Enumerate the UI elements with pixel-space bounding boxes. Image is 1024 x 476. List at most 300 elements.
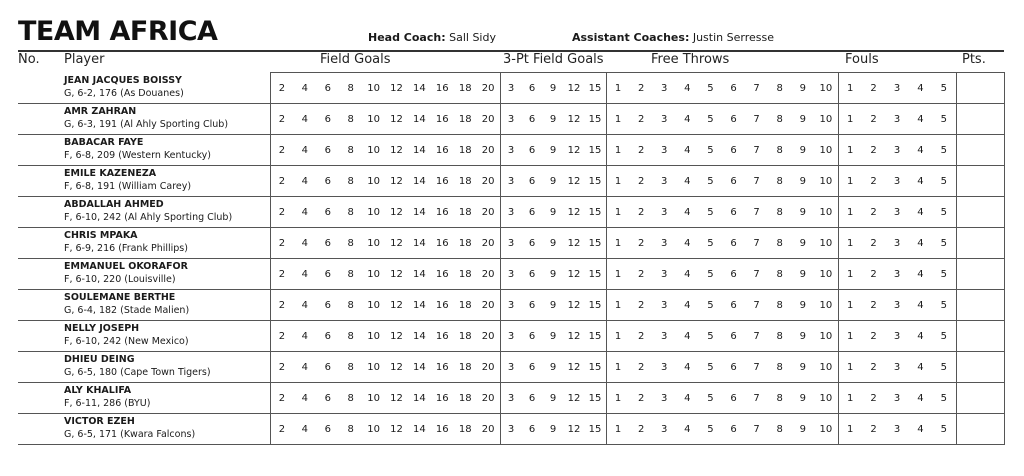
field-goals-tally-number[interactable]: 20 <box>481 423 495 435</box>
free-throws-tally-number[interactable]: 10 <box>819 206 833 218</box>
free-throws-tally-number[interactable]: 6 <box>730 361 737 373</box>
field-goals-tally-number[interactable]: 14 <box>413 82 426 94</box>
field-goals-tally-number[interactable]: 10 <box>367 268 380 280</box>
fouls-tally-number[interactable]: 4 <box>917 82 924 94</box>
three-pt-tally-number[interactable]: 12 <box>567 144 581 156</box>
free-throws-tally-number[interactable]: 5 <box>707 361 714 373</box>
free-throws-tally-number[interactable]: 9 <box>799 82 806 94</box>
three-pt-tally-number[interactable]: 3 <box>507 82 515 94</box>
free-throws-tally-number[interactable]: 10 <box>819 144 833 156</box>
free-throws-tally-number[interactable]: 5 <box>707 144 714 156</box>
free-throws-tally-number[interactable]: 5 <box>707 82 714 94</box>
fouls-tally-number[interactable]: 3 <box>893 82 901 94</box>
free-throws-tally-number[interactable]: 1 <box>614 423 622 435</box>
points-cell[interactable] <box>956 352 1004 383</box>
field-goals-tally-number[interactable]: 6 <box>324 330 331 342</box>
fouls-tally-cell[interactable] <box>838 166 956 197</box>
field-goals-tally-number[interactable]: 8 <box>347 82 354 94</box>
free-throws-tally-number[interactable]: 9 <box>799 206 806 218</box>
free-throws-tally-number[interactable]: 5 <box>707 113 714 125</box>
field-goals-tally-number[interactable]: 18 <box>458 144 472 156</box>
free-throws-tally-number[interactable]: 2 <box>637 206 645 218</box>
free-throws-tally-number[interactable]: 10 <box>819 299 833 311</box>
free-throws-tally-number[interactable]: 6 <box>730 299 737 311</box>
three-pt-tally-number[interactable]: 9 <box>549 330 557 342</box>
free-throws-tally-number[interactable]: 4 <box>684 175 691 187</box>
field-goals-tally-number[interactable]: 20 <box>481 206 495 218</box>
three-pt-tally-number[interactable]: 9 <box>549 392 557 404</box>
field-goals-tally-cell[interactable] <box>270 259 500 290</box>
three-pt-tally-number[interactable]: 12 <box>567 423 581 435</box>
field-goals-tally-number[interactable]: 16 <box>435 206 449 218</box>
fouls-tally-number[interactable]: 5 <box>940 330 948 342</box>
free-throws-tally-number[interactable]: 10 <box>819 237 833 249</box>
free-throws-tally-cell[interactable] <box>606 104 838 135</box>
three-pt-tally-number[interactable]: 15 <box>588 113 602 125</box>
field-goals-tally-number[interactable]: 2 <box>278 237 286 249</box>
three-pt-tally-number[interactable]: 9 <box>549 423 557 435</box>
field-goals-tally-cell[interactable] <box>270 166 500 197</box>
free-throws-tally-number[interactable]: 3 <box>661 175 668 187</box>
free-throws-tally-number[interactable]: 5 <box>707 175 714 187</box>
field-goals-tally-number[interactable]: 14 <box>413 268 426 280</box>
points-cell[interactable] <box>956 383 1004 414</box>
field-goals-tally-number[interactable]: 18 <box>458 361 472 373</box>
fouls-tally-number[interactable]: 2 <box>870 361 877 373</box>
fouls-tally-number[interactable]: 2 <box>870 206 877 218</box>
free-throws-tally-number[interactable]: 6 <box>730 144 737 156</box>
free-throws-tally-number[interactable]: 6 <box>730 330 737 342</box>
field-goals-tally-cell[interactable] <box>270 73 500 104</box>
three-pt-tally-cell[interactable] <box>500 166 606 197</box>
free-throws-tally-number[interactable]: 2 <box>637 361 645 373</box>
three-pt-tally-number[interactable]: 15 <box>588 237 602 249</box>
field-goals-tally-number[interactable]: 2 <box>278 268 286 280</box>
three-pt-tally-number[interactable]: 3 <box>507 144 515 156</box>
free-throws-tally-number[interactable]: 9 <box>799 330 806 342</box>
field-goals-tally-number[interactable]: 16 <box>435 330 449 342</box>
fouls-tally-number[interactable]: 4 <box>917 361 924 373</box>
fouls-tally-cell[interactable] <box>838 352 956 383</box>
free-throws-tally-cell[interactable] <box>606 197 838 228</box>
field-goals-tally-number[interactable]: 20 <box>481 113 495 125</box>
free-throws-tally-number[interactable]: 1 <box>614 237 622 249</box>
field-goals-tally-number[interactable]: 14 <box>413 299 426 311</box>
fouls-tally-number[interactable]: 1 <box>847 268 854 280</box>
field-goals-tally-number[interactable]: 8 <box>347 237 354 249</box>
free-throws-tally-number[interactable]: 10 <box>819 330 833 342</box>
fouls-tally-number[interactable]: 1 <box>847 237 854 249</box>
free-throws-tally-number[interactable]: 2 <box>637 392 645 404</box>
fouls-tally-number[interactable]: 2 <box>870 423 877 435</box>
field-goals-tally-number[interactable]: 16 <box>435 175 449 187</box>
field-goals-tally-number[interactable]: 10 <box>367 237 380 249</box>
fouls-tally-number[interactable]: 4 <box>917 423 924 435</box>
free-throws-tally-number[interactable]: 5 <box>707 330 714 342</box>
three-pt-tally-cell[interactable] <box>500 104 606 135</box>
field-goals-tally-number[interactable]: 20 <box>481 268 495 280</box>
free-throws-tally-number[interactable]: 10 <box>819 268 833 280</box>
free-throws-tally-number[interactable]: 9 <box>799 392 806 404</box>
fouls-tally-cell[interactable] <box>838 414 956 445</box>
field-goals-tally-number[interactable]: 2 <box>278 392 286 404</box>
free-throws-tally-cell[interactable] <box>606 135 838 166</box>
field-goals-tally-number[interactable]: 12 <box>390 423 403 435</box>
points-cell[interactable] <box>956 414 1004 445</box>
free-throws-tally-number[interactable]: 1 <box>614 268 622 280</box>
free-throws-tally-cell[interactable] <box>606 73 838 104</box>
field-goals-tally-number[interactable]: 2 <box>278 206 286 218</box>
three-pt-tally-number[interactable]: 6 <box>528 144 536 156</box>
field-goals-tally-number[interactable]: 6 <box>324 237 331 249</box>
field-goals-tally-number[interactable]: 4 <box>301 175 309 187</box>
three-pt-tally-number[interactable]: 6 <box>528 113 536 125</box>
field-goals-tally-number[interactable]: 20 <box>481 175 495 187</box>
free-throws-tally-number[interactable]: 2 <box>637 175 645 187</box>
fouls-tally-number[interactable]: 3 <box>893 299 901 311</box>
fouls-tally-number[interactable]: 3 <box>893 175 901 187</box>
free-throws-tally-number[interactable]: 8 <box>776 423 783 435</box>
free-throws-tally-number[interactable]: 6 <box>730 175 737 187</box>
three-pt-tally-number[interactable]: 12 <box>567 206 581 218</box>
three-pt-tally-cell[interactable] <box>500 73 606 104</box>
free-throws-tally-number[interactable]: 2 <box>637 113 645 125</box>
free-throws-tally-number[interactable]: 5 <box>707 423 714 435</box>
free-throws-tally-cell[interactable] <box>606 228 838 259</box>
free-throws-tally-number[interactable]: 5 <box>707 392 714 404</box>
field-goals-tally-number[interactable]: 2 <box>278 423 286 435</box>
free-throws-tally-number[interactable]: 2 <box>637 82 645 94</box>
fouls-tally-number[interactable]: 4 <box>917 237 924 249</box>
three-pt-tally-cell[interactable] <box>500 414 606 445</box>
fouls-tally-number[interactable]: 1 <box>847 423 854 435</box>
field-goals-tally-number[interactable]: 6 <box>324 299 331 311</box>
free-throws-tally-number[interactable]: 2 <box>637 299 645 311</box>
free-throws-tally-number[interactable]: 9 <box>799 175 806 187</box>
field-goals-tally-number[interactable]: 10 <box>367 299 380 311</box>
field-goals-tally-number[interactable]: 18 <box>458 423 472 435</box>
field-goals-tally-number[interactable]: 4 <box>301 423 309 435</box>
free-throws-tally-number[interactable]: 6 <box>730 113 737 125</box>
three-pt-tally-number[interactable]: 6 <box>528 82 536 94</box>
three-pt-tally-number[interactable]: 3 <box>507 175 515 187</box>
field-goals-tally-number[interactable]: 6 <box>324 206 331 218</box>
field-goals-tally-number[interactable]: 14 <box>413 392 426 404</box>
three-pt-tally-number[interactable]: 15 <box>588 144 602 156</box>
free-throws-tally-number[interactable]: 4 <box>684 330 691 342</box>
field-goals-tally-number[interactable]: 6 <box>324 392 331 404</box>
three-pt-tally-number[interactable]: 6 <box>528 237 536 249</box>
field-goals-tally-number[interactable]: 18 <box>458 299 472 311</box>
free-throws-tally-number[interactable]: 7 <box>753 206 760 218</box>
free-throws-tally-number[interactable]: 7 <box>753 175 760 187</box>
three-pt-tally-number[interactable]: 6 <box>528 268 536 280</box>
three-pt-tally-number[interactable]: 15 <box>588 299 602 311</box>
free-throws-tally-number[interactable]: 5 <box>707 299 714 311</box>
fouls-tally-number[interactable]: 5 <box>940 299 948 311</box>
three-pt-tally-number[interactable]: 3 <box>507 237 515 249</box>
fouls-tally-cell[interactable] <box>838 383 956 414</box>
field-goals-tally-number[interactable]: 14 <box>413 237 426 249</box>
fouls-tally-number[interactable]: 3 <box>893 206 901 218</box>
free-throws-tally-number[interactable]: 8 <box>776 206 783 218</box>
field-goals-tally-cell[interactable] <box>270 383 500 414</box>
field-goals-tally-number[interactable]: 12 <box>390 175 403 187</box>
three-pt-tally-number[interactable]: 9 <box>549 113 557 125</box>
fouls-tally-number[interactable]: 1 <box>847 113 854 125</box>
free-throws-tally-number[interactable]: 1 <box>614 113 622 125</box>
field-goals-tally-number[interactable]: 4 <box>301 299 309 311</box>
field-goals-tally-number[interactable]: 20 <box>481 361 495 373</box>
field-goals-tally-number[interactable]: 8 <box>347 206 354 218</box>
three-pt-tally-number[interactable]: 12 <box>567 237 581 249</box>
field-goals-tally-number[interactable]: 16 <box>435 268 449 280</box>
field-goals-tally-number[interactable]: 6 <box>324 268 331 280</box>
free-throws-tally-number[interactable]: 9 <box>799 361 806 373</box>
three-pt-tally-number[interactable]: 12 <box>567 175 581 187</box>
field-goals-tally-number[interactable]: 8 <box>347 361 354 373</box>
three-pt-tally-number[interactable]: 15 <box>588 206 602 218</box>
free-throws-tally-number[interactable]: 3 <box>661 237 668 249</box>
field-goals-tally-number[interactable]: 18 <box>458 82 472 94</box>
free-throws-tally-number[interactable]: 2 <box>637 268 645 280</box>
fouls-tally-number[interactable]: 4 <box>917 113 924 125</box>
field-goals-tally-number[interactable]: 12 <box>390 361 403 373</box>
free-throws-tally-number[interactable]: 4 <box>684 82 691 94</box>
points-cell[interactable] <box>956 259 1004 290</box>
free-throws-tally-number[interactable]: 10 <box>819 113 833 125</box>
free-throws-tally-number[interactable]: 3 <box>661 361 668 373</box>
fouls-tally-number[interactable]: 2 <box>870 175 877 187</box>
field-goals-tally-number[interactable]: 2 <box>278 299 286 311</box>
field-goals-tally-number[interactable]: 2 <box>278 82 286 94</box>
fouls-tally-number[interactable]: 2 <box>870 330 877 342</box>
fouls-tally-number[interactable]: 1 <box>847 299 854 311</box>
free-throws-tally-number[interactable]: 5 <box>707 237 714 249</box>
three-pt-tally-number[interactable]: 9 <box>549 299 557 311</box>
field-goals-tally-number[interactable]: 8 <box>347 175 354 187</box>
fouls-tally-number[interactable]: 1 <box>847 361 854 373</box>
fouls-tally-number[interactable]: 2 <box>870 113 877 125</box>
three-pt-tally-number[interactable]: 6 <box>528 361 536 373</box>
field-goals-tally-number[interactable]: 4 <box>301 268 309 280</box>
free-throws-tally-number[interactable]: 5 <box>707 206 714 218</box>
three-pt-tally-number[interactable]: 3 <box>507 330 515 342</box>
fouls-tally-number[interactable]: 1 <box>847 144 854 156</box>
field-goals-tally-number[interactable]: 4 <box>301 82 309 94</box>
fouls-tally-number[interactable]: 3 <box>893 113 901 125</box>
free-throws-tally-number[interactable]: 4 <box>684 423 691 435</box>
free-throws-tally-number[interactable]: 8 <box>776 82 783 94</box>
field-goals-tally-cell[interactable] <box>270 104 500 135</box>
free-throws-tally-cell[interactable] <box>606 414 838 445</box>
field-goals-tally-number[interactable]: 4 <box>301 361 309 373</box>
field-goals-tally-number[interactable]: 2 <box>278 113 286 125</box>
three-pt-tally-number[interactable]: 15 <box>588 361 602 373</box>
free-throws-tally-number[interactable]: 8 <box>776 392 783 404</box>
field-goals-tally-cell[interactable] <box>270 290 500 321</box>
free-throws-tally-number[interactable]: 10 <box>819 175 833 187</box>
free-throws-tally-number[interactable]: 1 <box>614 299 622 311</box>
fouls-tally-number[interactable]: 4 <box>917 144 924 156</box>
fouls-tally-number[interactable]: 2 <box>870 237 877 249</box>
fouls-tally-cell[interactable] <box>838 321 956 352</box>
points-cell[interactable] <box>956 166 1004 197</box>
free-throws-tally-number[interactable]: 1 <box>614 144 622 156</box>
free-throws-tally-number[interactable]: 9 <box>799 113 806 125</box>
points-cell[interactable] <box>956 290 1004 321</box>
field-goals-tally-number[interactable]: 4 <box>301 113 309 125</box>
field-goals-tally-number[interactable]: 10 <box>367 361 380 373</box>
fouls-tally-cell[interactable] <box>838 290 956 321</box>
three-pt-tally-number[interactable]: 9 <box>549 82 557 94</box>
three-pt-tally-number[interactable]: 15 <box>588 392 602 404</box>
fouls-tally-cell[interactable] <box>838 135 956 166</box>
free-throws-tally-number[interactable]: 1 <box>614 361 622 373</box>
field-goals-tally-number[interactable]: 10 <box>367 175 380 187</box>
free-throws-tally-number[interactable]: 9 <box>799 423 806 435</box>
free-throws-tally-number[interactable]: 7 <box>753 392 760 404</box>
free-throws-tally-number[interactable]: 6 <box>730 423 737 435</box>
field-goals-tally-number[interactable]: 12 <box>390 330 403 342</box>
three-pt-tally-number[interactable]: 3 <box>507 299 515 311</box>
field-goals-tally-number[interactable]: 20 <box>481 392 495 404</box>
field-goals-tally-number[interactable]: 12 <box>390 206 403 218</box>
free-throws-tally-number[interactable]: 7 <box>753 237 760 249</box>
free-throws-tally-number[interactable]: 4 <box>684 299 691 311</box>
fouls-tally-number[interactable]: 2 <box>870 299 877 311</box>
free-throws-tally-number[interactable]: 1 <box>614 82 622 94</box>
three-pt-tally-number[interactable]: 9 <box>549 268 557 280</box>
free-throws-tally-number[interactable]: 3 <box>661 392 668 404</box>
field-goals-tally-number[interactable]: 8 <box>347 330 354 342</box>
three-pt-tally-number[interactable]: 3 <box>507 113 515 125</box>
free-throws-tally-number[interactable]: 3 <box>661 113 668 125</box>
three-pt-tally-number[interactable]: 9 <box>549 175 557 187</box>
field-goals-tally-number[interactable]: 4 <box>301 392 309 404</box>
field-goals-tally-number[interactable]: 6 <box>324 175 331 187</box>
field-goals-tally-number[interactable]: 4 <box>301 330 309 342</box>
field-goals-tally-number[interactable]: 2 <box>278 330 286 342</box>
three-pt-tally-number[interactable]: 3 <box>507 423 515 435</box>
free-throws-tally-number[interactable]: 3 <box>661 144 668 156</box>
three-pt-tally-number[interactable]: 3 <box>507 392 515 404</box>
field-goals-tally-number[interactable]: 14 <box>413 175 426 187</box>
three-pt-tally-number[interactable]: 3 <box>507 268 515 280</box>
field-goals-tally-number[interactable]: 16 <box>435 423 449 435</box>
three-pt-tally-number[interactable]: 12 <box>567 361 581 373</box>
field-goals-tally-number[interactable]: 2 <box>278 361 286 373</box>
free-throws-tally-number[interactable]: 7 <box>753 144 760 156</box>
three-pt-tally-number[interactable]: 6 <box>528 299 536 311</box>
fouls-tally-number[interactable]: 1 <box>847 392 854 404</box>
free-throws-tally-number[interactable]: 10 <box>819 361 833 373</box>
field-goals-tally-number[interactable]: 20 <box>481 82 495 94</box>
points-cell[interactable] <box>956 228 1004 259</box>
free-throws-tally-number[interactable]: 10 <box>819 423 833 435</box>
field-goals-tally-number[interactable]: 16 <box>435 237 449 249</box>
field-goals-tally-number[interactable]: 2 <box>278 175 286 187</box>
fouls-tally-number[interactable]: 1 <box>847 175 854 187</box>
field-goals-tally-number[interactable]: 2 <box>278 144 286 156</box>
field-goals-tally-number[interactable]: 10 <box>367 113 380 125</box>
three-pt-tally-number[interactable]: 6 <box>528 206 536 218</box>
fouls-tally-number[interactable]: 4 <box>917 299 924 311</box>
fouls-tally-number[interactable]: 4 <box>917 175 924 187</box>
fouls-tally-cell[interactable] <box>838 259 956 290</box>
free-throws-tally-number[interactable]: 9 <box>799 237 806 249</box>
free-throws-tally-cell[interactable] <box>606 352 838 383</box>
fouls-tally-number[interactable]: 2 <box>870 82 877 94</box>
fouls-tally-number[interactable]: 1 <box>847 330 854 342</box>
free-throws-tally-number[interactable]: 8 <box>776 113 783 125</box>
field-goals-tally-number[interactable]: 12 <box>390 144 403 156</box>
field-goals-tally-number[interactable]: 16 <box>435 299 449 311</box>
field-goals-tally-number[interactable]: 14 <box>413 330 426 342</box>
three-pt-tally-number[interactable]: 9 <box>549 144 557 156</box>
free-throws-tally-number[interactable]: 10 <box>819 82 833 94</box>
field-goals-tally-number[interactable]: 20 <box>481 144 495 156</box>
free-throws-tally-number[interactable]: 2 <box>637 144 645 156</box>
fouls-tally-number[interactable]: 4 <box>917 392 924 404</box>
fouls-tally-number[interactable]: 3 <box>893 330 901 342</box>
free-throws-tally-number[interactable]: 4 <box>684 361 691 373</box>
free-throws-tally-number[interactable]: 7 <box>753 423 760 435</box>
field-goals-tally-number[interactable]: 8 <box>347 113 354 125</box>
free-throws-tally-number[interactable]: 7 <box>753 330 760 342</box>
field-goals-tally-number[interactable]: 20 <box>481 330 495 342</box>
fouls-tally-cell[interactable] <box>838 104 956 135</box>
free-throws-tally-number[interactable]: 3 <box>661 206 668 218</box>
field-goals-tally-number[interactable]: 12 <box>390 392 403 404</box>
free-throws-tally-number[interactable]: 6 <box>730 392 737 404</box>
free-throws-tally-number[interactable]: 4 <box>684 237 691 249</box>
field-goals-tally-number[interactable]: 16 <box>435 82 449 94</box>
three-pt-tally-number[interactable]: 3 <box>507 206 515 218</box>
free-throws-tally-number[interactable]: 8 <box>776 330 783 342</box>
three-pt-tally-number[interactable]: 6 <box>528 330 536 342</box>
field-goals-tally-cell[interactable] <box>270 135 500 166</box>
fouls-tally-number[interactable]: 5 <box>940 175 948 187</box>
three-pt-tally-number[interactable]: 6 <box>528 175 536 187</box>
field-goals-tally-number[interactable]: 14 <box>413 206 426 218</box>
field-goals-tally-number[interactable]: 18 <box>458 113 472 125</box>
three-pt-tally-number[interactable]: 12 <box>567 392 581 404</box>
free-throws-tally-number[interactable]: 3 <box>661 299 668 311</box>
three-pt-tally-number[interactable]: 6 <box>528 392 536 404</box>
free-throws-tally-number[interactable]: 8 <box>776 361 783 373</box>
free-throws-tally-number[interactable]: 9 <box>799 268 806 280</box>
field-goals-tally-number[interactable]: 10 <box>367 206 380 218</box>
field-goals-tally-number[interactable]: 10 <box>367 423 380 435</box>
field-goals-tally-number[interactable]: 16 <box>435 113 449 125</box>
three-pt-tally-number[interactable]: 12 <box>567 113 581 125</box>
field-goals-tally-number[interactable]: 20 <box>481 299 495 311</box>
fouls-tally-cell[interactable] <box>838 197 956 228</box>
field-goals-tally-number[interactable]: 6 <box>324 361 331 373</box>
fouls-tally-number[interactable]: 5 <box>940 206 948 218</box>
field-goals-tally-number[interactable]: 12 <box>390 113 403 125</box>
free-throws-tally-number[interactable]: 9 <box>799 299 806 311</box>
free-throws-tally-number[interactable]: 9 <box>799 144 806 156</box>
fouls-tally-number[interactable]: 5 <box>940 237 948 249</box>
free-throws-tally-number[interactable]: 2 <box>637 330 645 342</box>
three-pt-tally-cell[interactable] <box>500 321 606 352</box>
free-throws-tally-number[interactable]: 6 <box>730 82 737 94</box>
free-throws-tally-number[interactable]: 1 <box>614 206 622 218</box>
free-throws-tally-number[interactable]: 5 <box>707 268 714 280</box>
field-goals-tally-cell[interactable] <box>270 228 500 259</box>
